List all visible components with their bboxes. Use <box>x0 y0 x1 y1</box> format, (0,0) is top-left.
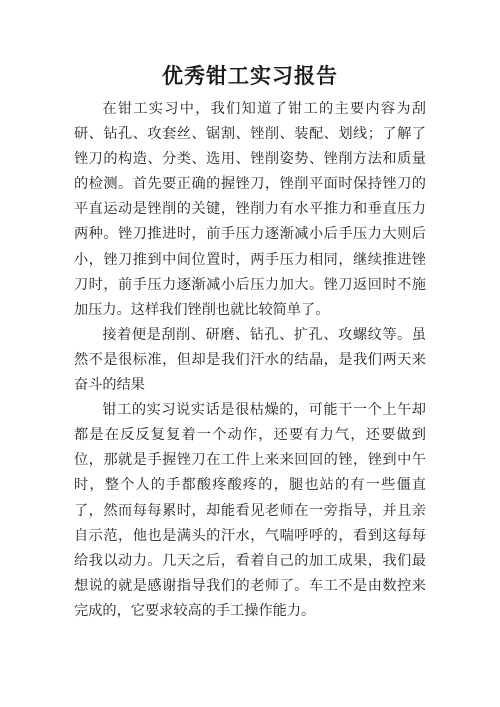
paragraph-2: 接着便是刮削、研磨、钻孔、扩孔、攻螺纹等。虽然不是很标准，但却是我们汗水的结晶，是我们两天来奋斗的结果 <box>74 326 426 394</box>
paragraph-1: 在钳工实习中，我们知道了钳工的主要内容为刮研、钻孔、攻套丝、锯割、锉削、装配、划线；了解了锉刀的构造、分类、选用、锉削姿势、锉削方法和质量的检测。首先要正确的握锉刀，锉削平面时保持锉刀的平直运动是锉削的关键，锉削力有水平推力和垂直压力两种。锉刀推进时，前手压力逐渐减小后手压力大则后小，锉刀推到中间位置时，两手压力相同，继续推进锉刀时，前手压力逐渐减小后压力加大。锉刀返回时不施加压力。这样我们锉削也就比较简单了。 <box>74 101 426 318</box>
paragraph-3: 钳工的实习说实话是很枯燥的，可能干一个上午却都是在反反复复着一个动作，还要有力气，还要做到位，那就是手握锉刀在工件上来来回回的锉，锉到中午时，整个人的手都酸疼酸疼的，腿也站的有一些僵直了，然而每每累时，却能看见老师在一旁指导，并且亲自示范，他也是满头的汗水，气喘呼呼的，看到这每每给我以动力。几天之后，看着自己的加工成果，我们最想说的就是感谢指导我们的老师了。车工不是由数控来完成的，它要求较高的手工操作能力。 <box>74 402 426 619</box>
document-body <box>74 97 426 624</box>
document-title: 优秀钳工实习报告 <box>162 63 338 88</box>
